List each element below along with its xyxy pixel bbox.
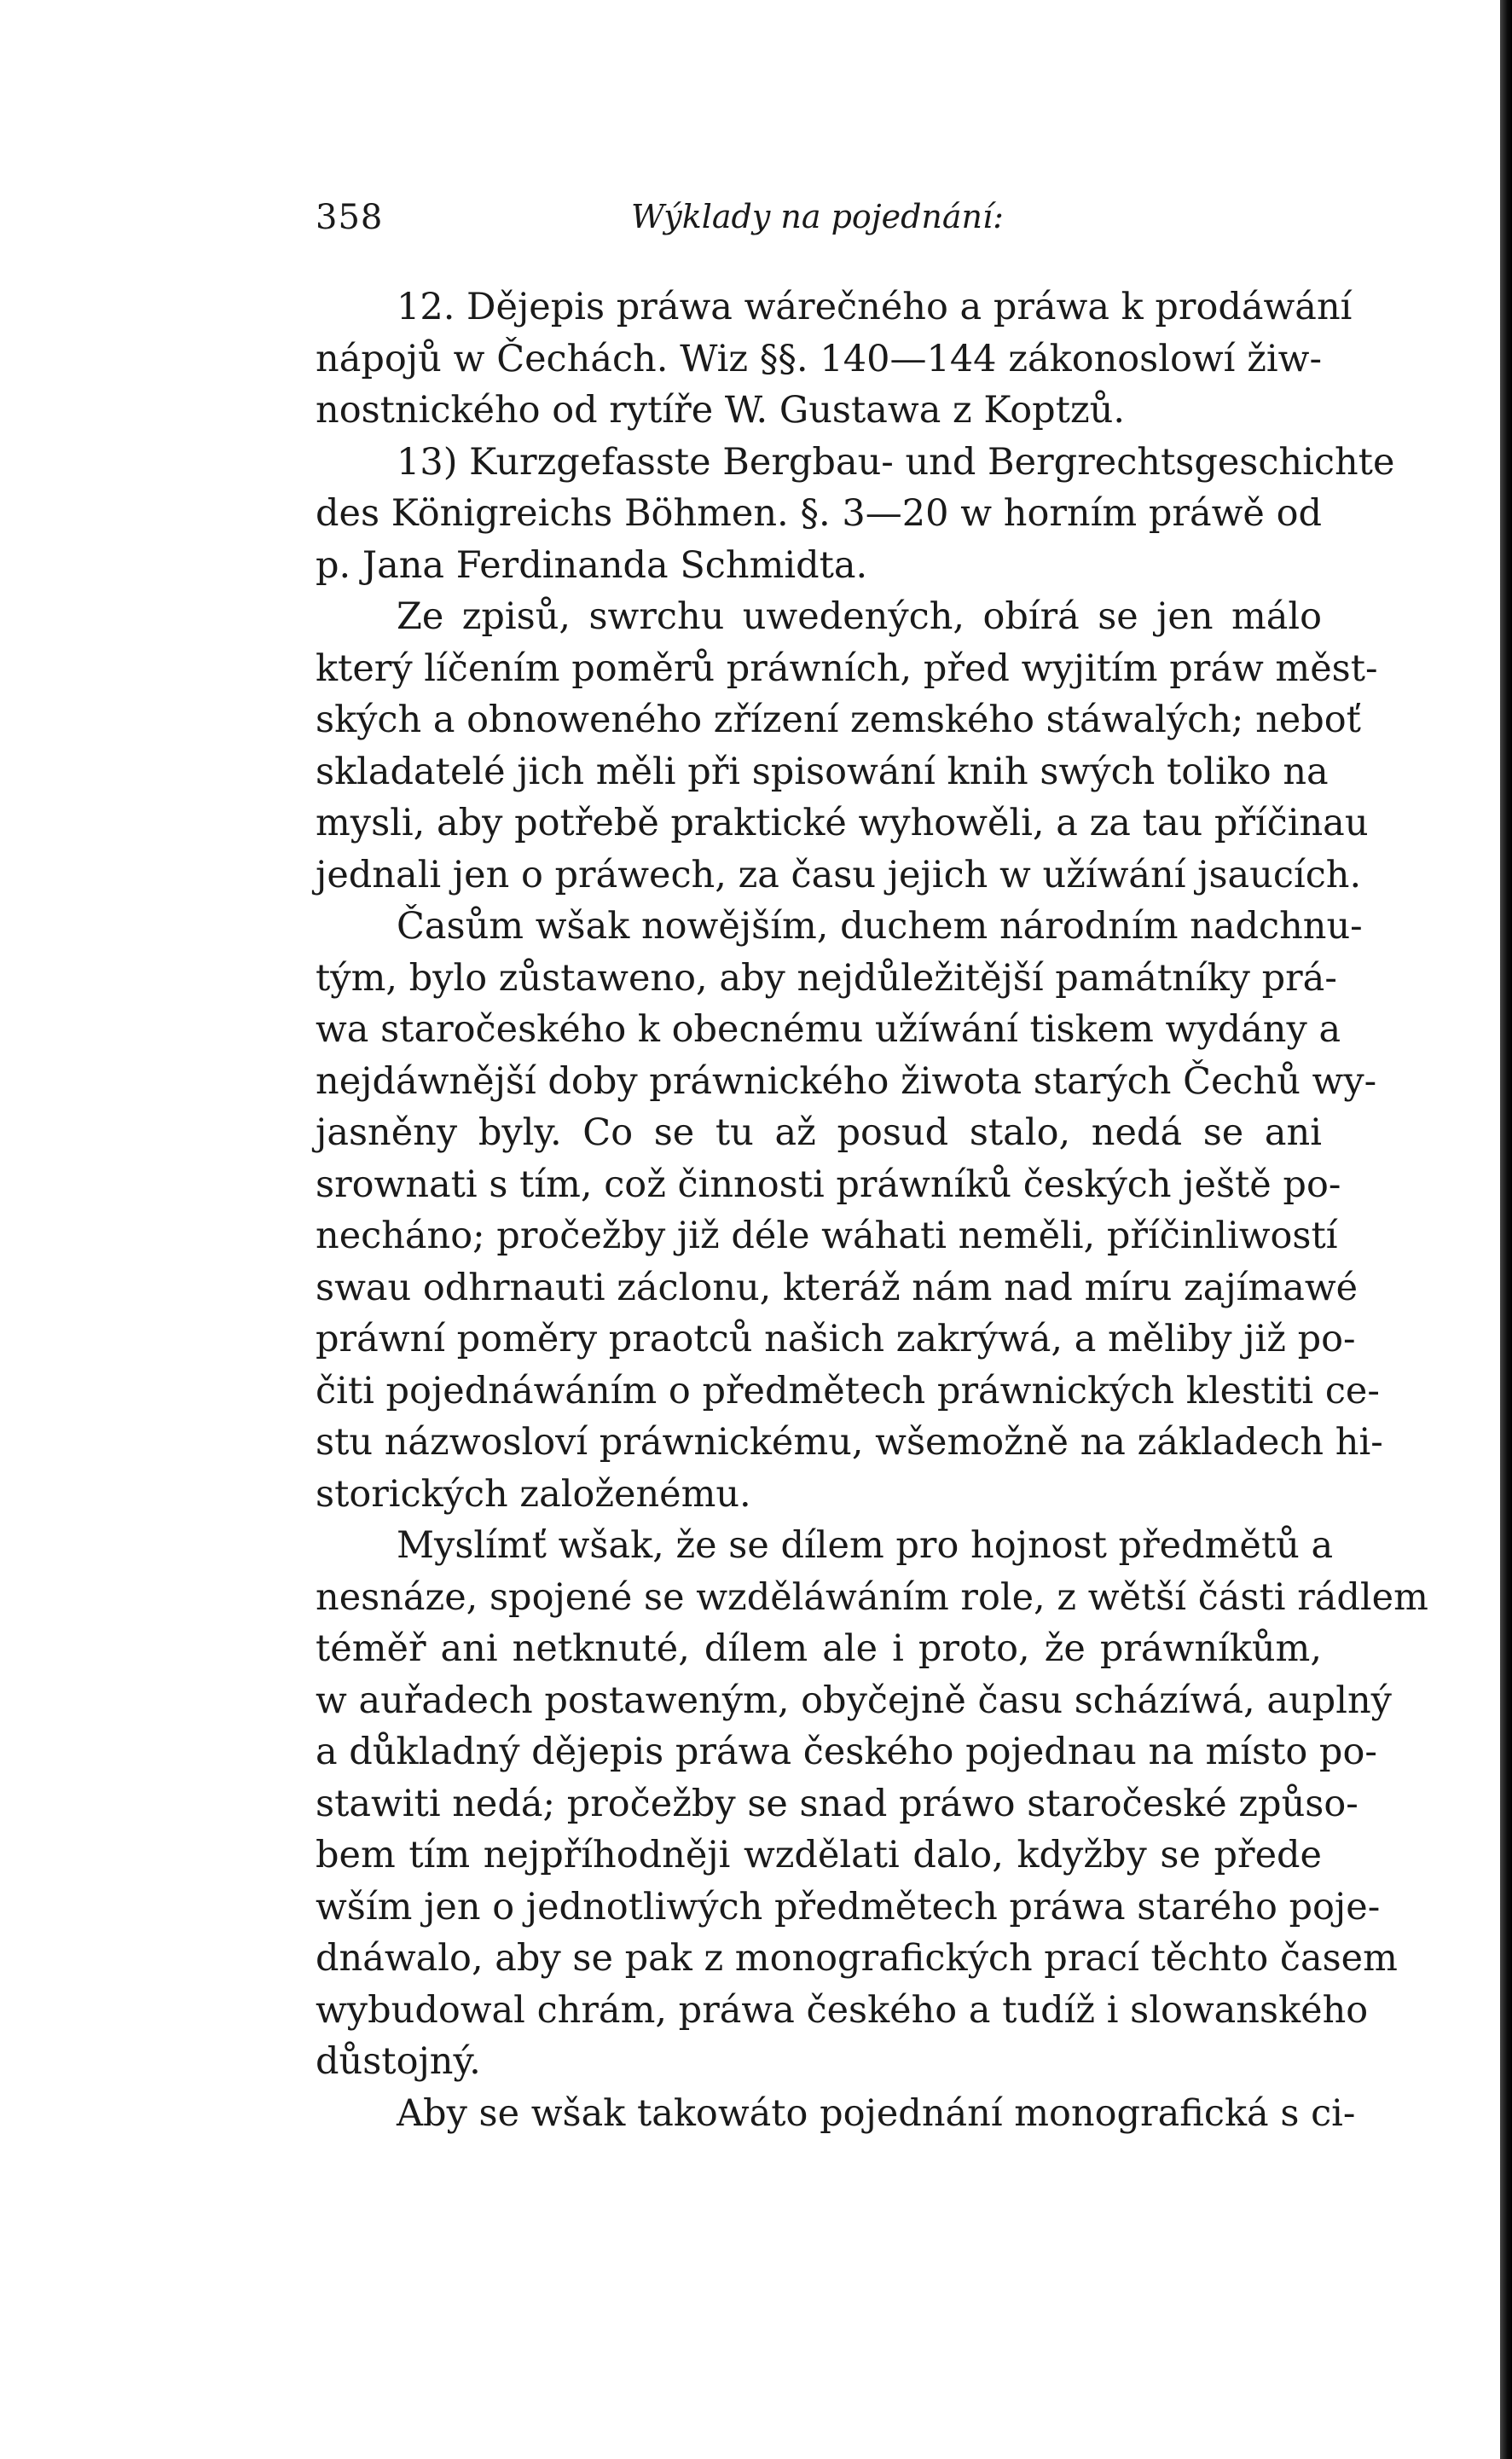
text-line: Ze zpisů, swrchu uwedených, obírá se jen málo [397,595,1322,638]
text-line: téměř ani netknuté, dílem ale i proto, že práwníkům, [316,1627,1322,1670]
text-line: w auřadech postaweným, obyčejně času scházíwá, auplný [316,1679,1392,1722]
text-line: dnáwalo, aby se pak z monografických prací těchto časem [316,1937,1398,1980]
text-line: stawiti nedá; pročežby se snad práwo staročeské způso- [316,1782,1358,1825]
scan-edge [1500,0,1512,2459]
text-line: mysli, aby potřebě praktické wyhowěli, a za tau příčinau [316,802,1369,844]
text-line: p. Jana Ferdinanda Schmidta. [316,543,868,587]
text-line: necháno; pročežby již déle wáhati neměli, příčinliwostí [316,1215,1338,1257]
text-line: des Königreichs Böhmen. §. 3—20 w horním práwě od [316,492,1322,535]
text-line: Časům wšak nowějším, duchem národním nadchnu- [397,905,1363,948]
text-line: tým, bylo zůstaweno, aby nejdůležitější památníky prá- [316,956,1337,1000]
page-number: 358 [316,198,384,237]
text-line: nostnického od rytíře W. Gustawa z Koptzů. [316,389,1126,432]
text-line: srownati s tím, což činnosti práwníků českých ještě po- [316,1163,1341,1206]
running-title: Wýklady na pojednání: [631,198,1004,235]
text-line: ských a obnoweného zřízení zemského stáwalých; neboť [316,699,1361,741]
text-line: storických založenému. [316,1472,751,1516]
text-line: který líčením poměrů práwních, před wyjitím práw měst- [316,647,1378,690]
text-line: nejdáwnější doby práwnického žiwota starých Čechů wy- [316,1059,1377,1103]
text-line: wa staročeského k obecnému užíwání tiskem wydány a [316,1008,1341,1051]
text-line: wybudowal chrám, práwa českého a tudíž i slowanského [316,1988,1369,2032]
text-line: swau odhrnauti záclonu, kteráž nám nad míru zajímawé [316,1266,1358,1309]
text-line: jednali jen o práwech, za času jejich w užíwání jsaucích. [316,853,1362,896]
text-line: Myslímť wšak, že se dílem pro hojnost předmětů a [397,1524,1334,1567]
text-line: nápojů w Čechách. Wiz §§. 140—144 zákonoslowí žiw- [316,337,1322,380]
page-header [316,198,1322,249]
text-line: čiti pojednáwáním o předmětech práwnických klestiti ce- [316,1369,1380,1412]
text-line: a důkladný dějepis práwa českého pojednau na místo po- [316,1731,1377,1773]
text-line: bem tím nejpříhodněji wzdělati dalo, kdyžby se přede [316,1834,1322,1876]
text-line: práwní poměry praotců našich zakrýwá, a měliby již po- [316,1318,1356,1360]
body-text [316,281,1428,2139]
text-line: jasněny byly. Co se tu až posud stalo, nedá se ani [316,1111,1322,1154]
text-line: Aby se wšak takowáto pojednání monografická s ci- [397,2091,1356,2135]
text-line: wším jen o jednotliwých předmětech práwa starého poje- [316,1885,1381,1928]
text-line: nesnáze, spojené se wzděláwáním role, z wětší části rádlem [316,1575,1428,1619]
text-line: skladatelé jich měli při spisowání knih swých toliko na [316,750,1329,793]
text-line: stu názwosloví práwnickému, wšemožně na základech hi- [316,1421,1383,1464]
text-line: 13) Kurzgefasste Bergbau- und Bergrechtsgeschichte [397,440,1395,484]
text-line: důstojný. [316,2040,481,2083]
text-line: 12. Dějepis práwa wárečného a práwa k prodáwání [397,286,1353,328]
